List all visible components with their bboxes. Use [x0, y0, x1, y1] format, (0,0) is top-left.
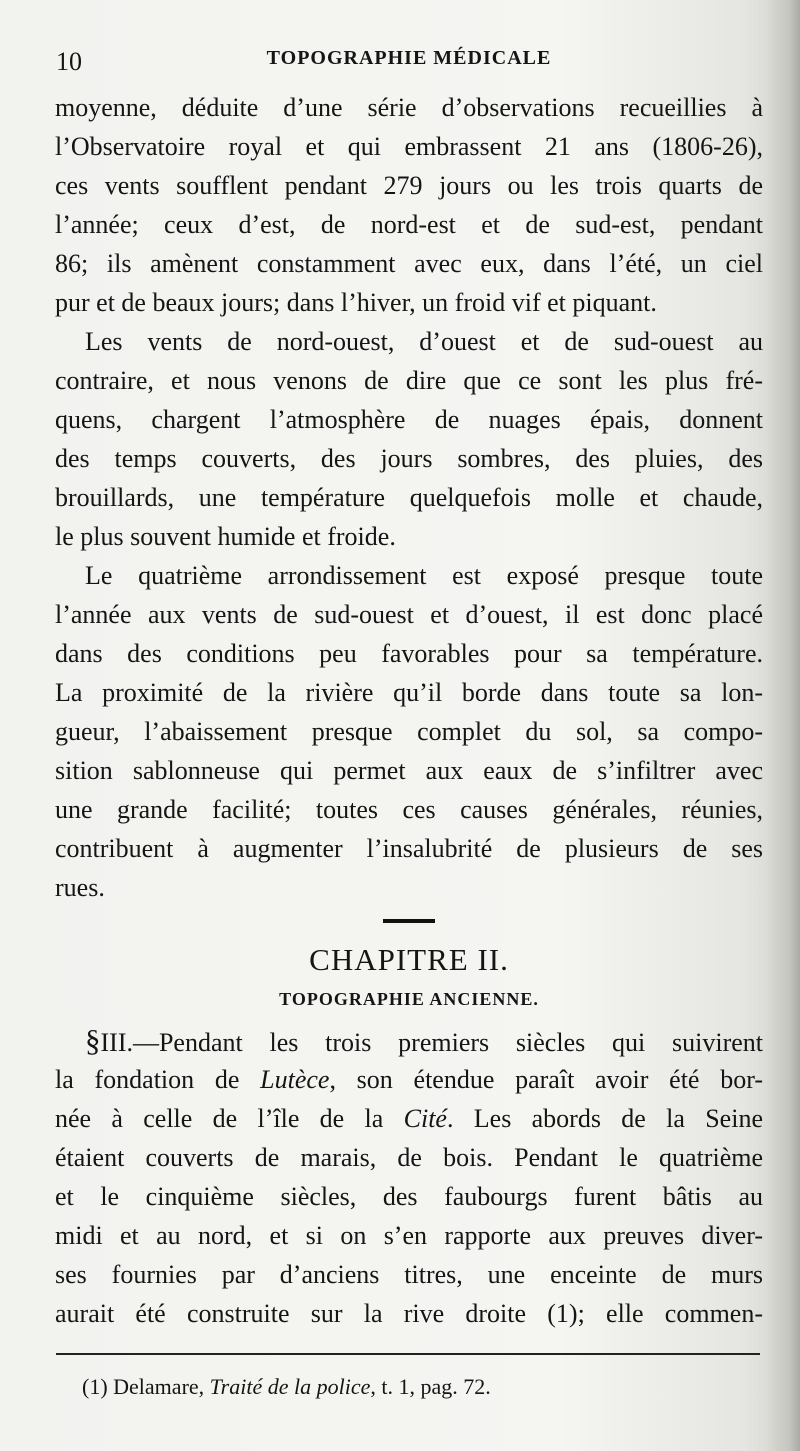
section-divider	[383, 919, 435, 923]
italic-place-name: Lutèce	[260, 1065, 330, 1094]
text-line: l’année; ceux d’est, de nord-est et de sud-est, pendant	[55, 210, 763, 239]
text-line: La proximité de la rivière qu’il borde dans toute sa lon-	[55, 678, 763, 707]
text-line: rues.	[55, 873, 105, 902]
page-number: 10	[56, 47, 82, 76]
text-line: sition sablonneuse qui permet aux eaux de s’infiltrer avec	[55, 756, 763, 785]
italic-place-name: Cité	[403, 1104, 447, 1133]
chapter-title: CHAPITRE II.	[309, 942, 509, 977]
footnote	[82, 1370, 742, 1404]
text-line: brouillards, une température quelquefois molle et chaude,	[55, 483, 763, 512]
text-line: et le cinquième siècles, des faubourgs furent bâtis au	[55, 1182, 763, 1211]
text-line: gueur, l’abaissement presque complet du sol, sa compo-	[55, 717, 763, 746]
footnote-title: Traité de la police	[209, 1374, 371, 1399]
paragraph-3	[55, 556, 763, 907]
text-line: ses fournies par d’anciens titres, une enceinte de murs	[55, 1260, 763, 1289]
text-line: des temps couverts, des jours sombres, des pluies, des	[55, 444, 763, 473]
text-line: pur et de beaux jours; dans l’hiver, un froid vif et piquant.	[55, 288, 657, 317]
line-text: , son étendue paraît avoir été bor-	[329, 1065, 763, 1094]
text-line: le plus souvent humide et froide.	[55, 522, 396, 551]
page-header	[56, 44, 756, 76]
footnote-author: Delamare,	[107, 1374, 210, 1399]
section-break	[55, 907, 763, 933]
text-line: ces vents soufflent pendant 279 jours ou les trois quarts de	[55, 171, 763, 200]
text-line	[55, 1060, 763, 1099]
text-line: étaient couverts de marais, de bois. Pendant le quatrième	[55, 1143, 763, 1172]
text-line: Les vents de nord-ouest, d’ouest et de sud-ouest au	[85, 327, 763, 356]
footnote-rule	[56, 1353, 760, 1355]
line-text: . Les abords de la Seine	[446, 1104, 763, 1133]
paragraph-1	[55, 88, 763, 322]
chapter-subtitle: TOPOGRAPHIE ANCIENNE.	[279, 989, 539, 1009]
section-symbol: §	[85, 1023, 101, 1058]
footnote-citation: , t. 1, pag. 72.	[370, 1374, 491, 1399]
text-line: 86; ils amènent constamment avec eux, dans l’été, un ciel	[55, 249, 763, 278]
text-line: midi et au nord, et si on s’en rapporte aux preuves diver-	[55, 1221, 763, 1250]
line-text: née à celle de l’île de la	[55, 1104, 404, 1133]
text-line	[55, 1099, 763, 1138]
text-line: contraire, et nous venons de dire que ce sont les plus fré-	[55, 366, 763, 395]
text-line: moyenne, déduite d’une série d’observations recueillies à	[55, 93, 763, 122]
text-line: l’Observatoire royal et qui embrassent 21 ans (1806-26),	[55, 132, 763, 161]
paragraph-2	[55, 322, 763, 556]
footnote-marker: (1)	[82, 1374, 108, 1399]
line-text: la fondation de	[55, 1065, 261, 1094]
text-line: quens, chargent l’atmosphère de nuages épais, donnent	[55, 405, 763, 434]
text-line: aurait été construite sur la rive droite (1); elle commen-	[55, 1299, 763, 1328]
page-gutter-shadow	[766, 0, 800, 1451]
page-content	[55, 88, 763, 1333]
section-paragraph	[55, 1021, 763, 1333]
text-line: une grande facilité; toutes ces causes générales, réunies,	[55, 795, 763, 824]
text-line: dans des conditions peu favorables pour sa température.	[55, 639, 763, 668]
text-line: Le quatrième arrondissement est exposé presque toute	[85, 561, 763, 590]
section-heading-text: III.—Pendant les trois premiers siècles qui suivirent	[100, 1028, 763, 1057]
running-head: TOPOGRAPHIE MÉDICALE	[266, 47, 552, 69]
text-line: contribuent à augmenter l’insalubrité de plusieurs de ses	[55, 834, 763, 863]
text-line	[55, 1021, 763, 1060]
text-line: l’année aux vents de sud-ouest et d’ouest, il est donc placé	[55, 600, 763, 629]
